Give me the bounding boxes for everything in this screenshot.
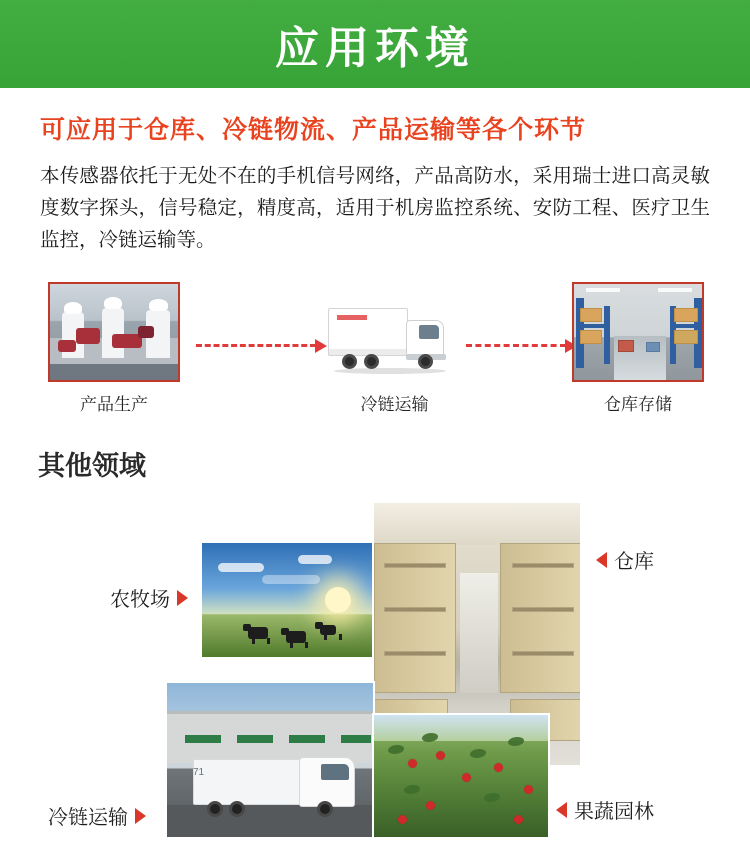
flow-step-caption: 产品生产 xyxy=(80,395,148,414)
flow-step-transport xyxy=(322,282,467,415)
label-farm xyxy=(110,583,188,612)
intro-section xyxy=(0,88,750,256)
farm-photo xyxy=(200,541,375,659)
intro-headline: 可应用于仓库、冷链物流、产品运输等各个环节 xyxy=(40,116,587,144)
page-banner xyxy=(0,0,750,88)
flow-arrow-1-icon xyxy=(196,344,316,347)
label-cold-chain-text: 冷链运输 xyxy=(48,807,128,829)
flow-step-storage xyxy=(572,282,704,415)
page-title: 应用环境 xyxy=(275,24,475,73)
label-cold-chain xyxy=(48,801,146,830)
label-warehouse xyxy=(596,545,654,574)
truck-number-text: 71 xyxy=(193,767,205,778)
flow-step-caption: 冷链运输 xyxy=(360,395,429,414)
flow-arrow-2-icon xyxy=(466,344,566,347)
flow-step-caption: 仓库存储 xyxy=(604,395,672,414)
label-warehouse-text: 仓库 xyxy=(614,551,654,573)
cold-chain-truck-photo xyxy=(165,681,375,839)
refrigerated-truck-illustration xyxy=(328,302,458,382)
warehouse-shelves-photo xyxy=(572,282,704,382)
label-farm-text: 农牧场 xyxy=(110,589,170,611)
other-fields-title: 其他领域 xyxy=(38,451,146,481)
pointer-left-icon xyxy=(556,802,567,818)
pointer-right-icon xyxy=(135,808,146,824)
factory-photo xyxy=(48,282,180,382)
label-orchard-text: 果蔬园林 xyxy=(574,801,654,823)
pointer-left-icon xyxy=(596,552,607,568)
intro-body-text: 本传感器依托于无处不在的手机信号网络，产品高防水，采用瑞士进口高灵敏度数字探头，信号稳定，精度高，适用于机房监控系统、安防工程、医疗卫生监控，冷链运输等。 xyxy=(40,165,710,251)
application-flow xyxy=(0,282,750,432)
label-orchard xyxy=(556,795,654,824)
flow-step-production xyxy=(48,282,180,415)
pointer-right-icon xyxy=(177,590,188,606)
orchard-photo xyxy=(372,713,550,839)
other-fields-collage xyxy=(0,483,750,843)
